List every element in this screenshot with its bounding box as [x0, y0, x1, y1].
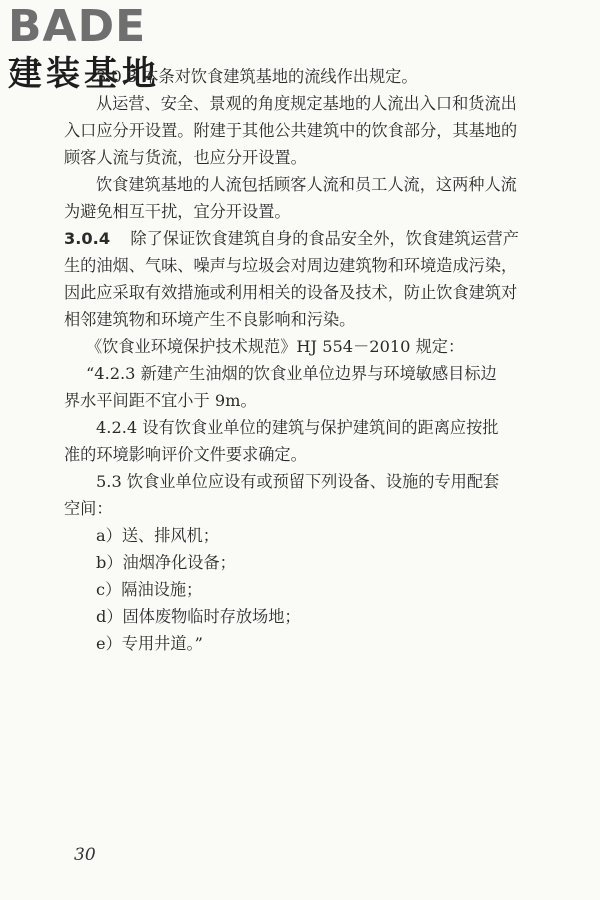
- logo-subtitle-text: 建装基地: [8, 54, 160, 94]
- list-item: d）固体废物临时存放场地；: [96, 607, 301, 626]
- list-item: b）油烟净化设备；: [96, 553, 236, 572]
- section-number: 3.0.4: [64, 229, 111, 248]
- text-line: 5.3 饮食业单位应设有或预留下列设备、设施的专用配套: [96, 472, 500, 491]
- text-line: 生的油烟、气味、噪声与垃圾会对周边建筑物和环境造成污染，: [64, 256, 518, 275]
- text-line: 顾客人流与货流，也应分开设置。: [64, 148, 307, 167]
- text-line: 为避免相互干扰，宜分开设置。: [64, 202, 291, 221]
- text-line: 因此应采取有效措施或利用相关的设备及技术，防止饮食建筑对: [64, 283, 518, 302]
- text-line: 《饮食业环境保护技术规范》HJ 554－2010 规定：: [86, 337, 465, 356]
- text-line: 饮食建筑基地的人流包括顾客人流和员工人流，这两种人流: [96, 175, 517, 194]
- text-line: 空间：: [64, 499, 113, 518]
- text-line: 界水平间距不宜小于 9m。: [64, 391, 257, 410]
- list-item: c）隔油设施；: [96, 580, 203, 599]
- text-line: 相邻建筑物和环境产生不良影响和污染。: [64, 310, 356, 329]
- list-item: e）专用井道。”: [96, 634, 203, 653]
- section-3-0-4-line: [64, 228, 519, 250]
- text-line: 3.0.3 本条对饮食建筑基地的流线作出规定。: [96, 67, 418, 86]
- text-line: 从运营、安全、景观的角度规定基地的人流出入口和货流出: [96, 94, 517, 113]
- text-line: 准的环境影响评价文件要求确定。: [64, 445, 307, 464]
- text-line: 入口应分开设置。附建于其他公共建筑中的饮食部分，其基地的: [64, 121, 518, 140]
- text-line: “4.2.3 新建产生油烟的饮食业单位边界与环境敏感目标边: [86, 364, 497, 383]
- page-number: 30: [74, 845, 96, 865]
- text-line: 4.2.4 设有饮食业单位的建筑与保护建筑间的距离应按批: [96, 418, 499, 437]
- text-line: 除了保证饮食建筑自身的食品安全外，饮食建筑运营产: [130, 229, 519, 248]
- list-item: a）送、排风机；: [96, 526, 219, 545]
- logo-brand-text: BADE: [8, 1, 147, 52]
